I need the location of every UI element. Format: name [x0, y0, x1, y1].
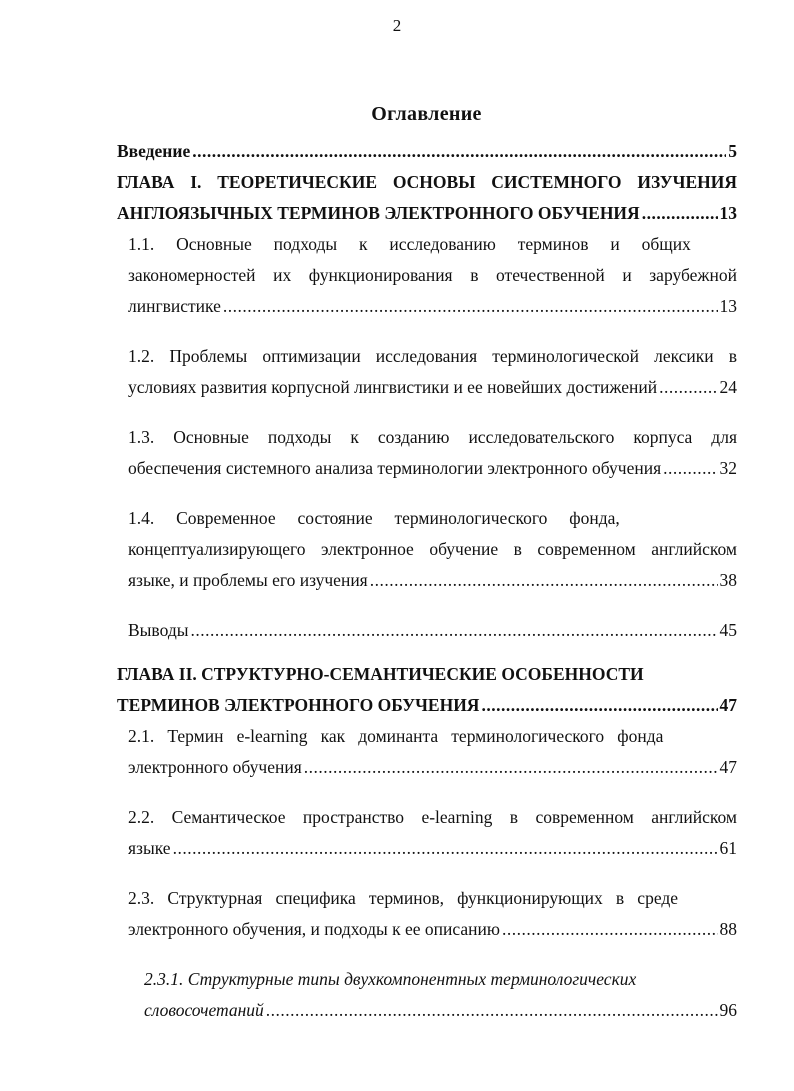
section-title-line: 2.1. Термин e-learning как доминанта терминологического фонда — [128, 726, 664, 746]
subsection-title-line: 2.3.1. Структурные типы двухкомпонентных терминологических — [144, 969, 637, 989]
toc-section-1-3[interactable] — [117, 422, 737, 484]
subsection-title-line: словосочетаний — [144, 1000, 264, 1020]
section-title-line: закономерностей их функционирования в отечественной и зарубежной — [128, 265, 737, 285]
toc-entry-conclusions[interactable] — [117, 615, 737, 646]
toc-chapter-2[interactable] — [117, 659, 737, 721]
toc-section-2-3[interactable] — [117, 883, 737, 945]
toc-section-2-1[interactable] — [117, 721, 737, 783]
toc-entry-page: 13 — [719, 203, 737, 223]
section-title-line: лингвистике — [128, 296, 221, 316]
section-title-line: условиях развития корпусной лингвистики и ее новейших достижений — [128, 377, 658, 397]
dot-leader — [642, 198, 718, 229]
chapter-title-line: АНГЛОЯЗЫЧНЫХ ТЕРМИНОВ ЭЛЕКТРОННОГО ОБУЧЕНИЯ — [117, 203, 640, 223]
toc-entry-label: Введение — [117, 141, 191, 161]
toc-entry-page: 47 — [719, 757, 737, 777]
toc-section-1-1[interactable] — [117, 229, 737, 322]
toc-subsection-2-3-1[interactable] — [117, 964, 737, 1026]
section-title-line: 1.3. Основные подходы к созданию исследовательского корпуса для — [128, 427, 737, 447]
table-of-contents — [117, 136, 737, 1026]
page-number: 2 — [392, 16, 402, 35]
toc-entry-page: 96 — [719, 1000, 737, 1020]
toc-entry-page: 32 — [719, 458, 737, 478]
section-title-line: электронного обучения, и подходы к ее описанию — [128, 919, 500, 939]
chapter-title-line: ГЛАВА II. СТРУКТУРНО-СЕМАНТИЧЕСКИЕ ОСОБЕННОСТИ — [117, 664, 644, 684]
dot-leader — [304, 752, 718, 783]
section-title-line: электронного обучения — [128, 757, 302, 777]
section-title-line: 1.4. Современное состояние терминологического фонда, — [128, 508, 620, 528]
toc-entry-intro[interactable] — [117, 136, 737, 167]
toc-entry-page: 24 — [719, 377, 737, 397]
dot-leader — [192, 136, 726, 167]
dot-leader — [223, 291, 718, 322]
toc-entry-page: 45 — [719, 620, 737, 640]
toc-entry-page: 13 — [719, 296, 737, 316]
dot-leader — [481, 690, 717, 721]
dot-leader — [173, 833, 718, 864]
toc-entry-label: Выводы — [128, 620, 189, 640]
toc-entry-page: 47 — [719, 695, 737, 715]
dot-leader — [190, 615, 717, 646]
toc-section-2-2[interactable] — [117, 802, 737, 864]
chapter-title-line: ГЛАВА I. ТЕОРЕТИЧЕСКИЕ ОСНОВЫ СИСТЕМНОГО ИЗУЧЕНИЯ — [117, 172, 737, 192]
toc-chapter-1[interactable] — [117, 167, 737, 229]
dot-leader — [370, 565, 718, 596]
toc-entry-page: 5 — [728, 141, 737, 161]
toc-entry-page: 88 — [719, 919, 737, 939]
section-title-line: языке — [128, 838, 171, 858]
section-title-line: 2.3. Структурная специфика терминов, функционирующих в среде — [128, 888, 679, 908]
dot-leader — [663, 453, 717, 484]
section-title-line: концептуализирующего электронное обучение в современном английском — [128, 539, 737, 559]
section-title-line: 2.2. Семантическое пространство e-learning в современном английском — [128, 807, 737, 827]
dot-leader — [266, 995, 718, 1026]
toc-title: Оглавление — [371, 103, 482, 125]
section-title-line: 1.2. Проблемы оптимизации исследования терминологической лексики в — [128, 346, 737, 366]
section-title-line: обеспечения системного анализа терминологии электронного обучения — [128, 458, 662, 478]
toc-section-1-4[interactable] — [117, 503, 737, 596]
chapter-title-line: ТЕРМИНОВ ЭЛЕКТРОННОГО ОБУЧЕНИЯ — [117, 695, 480, 715]
toc-entry-page: 61 — [719, 838, 737, 858]
toc-section-1-2[interactable] — [117, 341, 737, 403]
section-title-line: языке, и проблемы его изучения — [128, 570, 368, 590]
dot-leader — [502, 914, 718, 945]
dot-leader — [659, 372, 717, 403]
toc-entry-page: 38 — [719, 570, 737, 590]
section-title-line: 1.1. Основные подходы к исследованию терминов и общих — [128, 234, 691, 254]
